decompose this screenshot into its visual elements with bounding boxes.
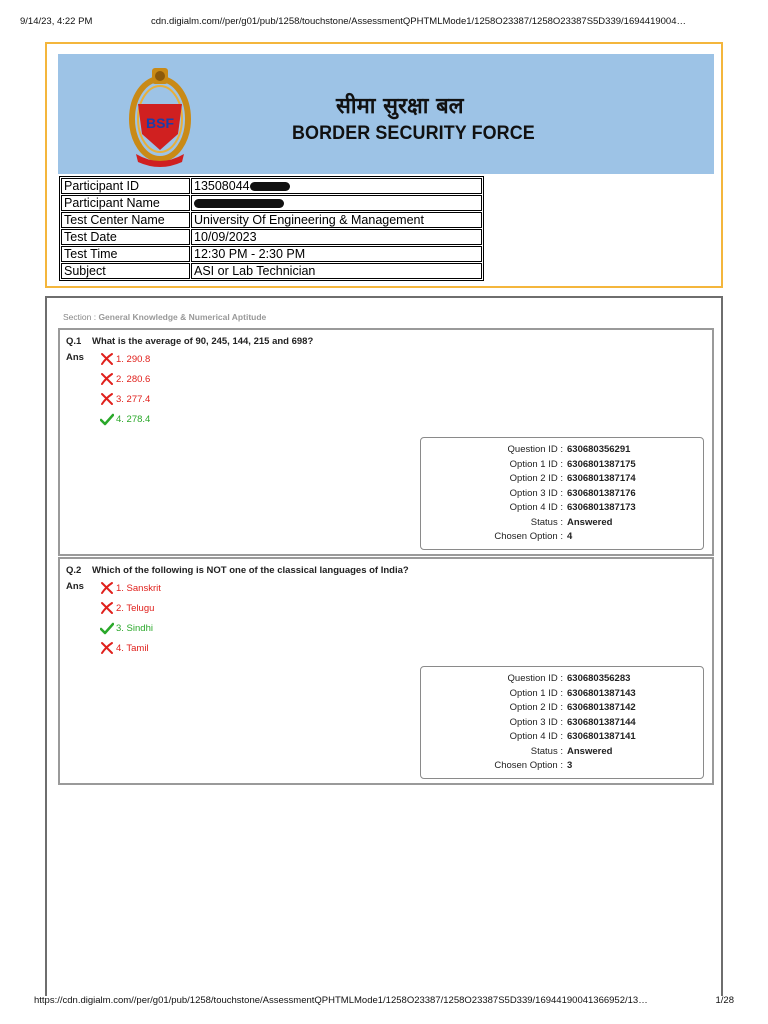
option-text: 4. 278.4 (116, 413, 151, 425)
question-card (58, 557, 714, 785)
header-frame (45, 42, 723, 288)
participant-info-table (59, 176, 484, 281)
section-label: Section : General Knowledge & Numerical Aptitude (63, 312, 267, 322)
info-label: Test Time (61, 246, 190, 262)
ans-label: Ans (66, 581, 84, 592)
bsf-logo (128, 64, 192, 168)
meta-row: Question ID : 630680356283 (507, 673, 631, 684)
meta-row: Option 3 ID : 6306801387176 (509, 487, 636, 499)
meta-row: Chosen Option : 4 (494, 531, 573, 542)
section-name: General Knowledge & Numerical Aptitude (98, 312, 267, 322)
option-item (100, 621, 153, 635)
info-label: Participant Name (61, 195, 190, 211)
meta-row: Option 1 ID : 6306801387175 (509, 458, 636, 470)
option-text: 2. 280.6 (116, 373, 151, 385)
check-icon (100, 621, 114, 635)
cross-icon (100, 641, 114, 655)
info-row (61, 195, 482, 211)
print-timestamp: 9/14/23, 4:22 PM (20, 16, 93, 27)
option-text: 2. Telugu (116, 602, 155, 614)
question-number: Q.2 (66, 565, 82, 576)
question-number: Q.1 (66, 336, 82, 347)
option-item (100, 412, 150, 426)
bsf-banner (58, 54, 714, 174)
info-value: University Of Engineering & Management (191, 212, 482, 228)
ans-label: Ans (66, 352, 84, 363)
info-row (61, 178, 482, 194)
redaction-mark (194, 199, 284, 208)
participant-id-value: 13508044 (194, 179, 250, 193)
question-meta-box (420, 666, 704, 779)
option-item (100, 601, 154, 615)
info-row (61, 229, 482, 245)
title-english: BORDER SECURITY FORCE (292, 122, 535, 144)
option-item (100, 372, 150, 386)
redaction-mark (250, 182, 290, 191)
info-label: Test Date (61, 229, 190, 245)
meta-row: Option 3 ID : 6306801387144 (509, 716, 636, 728)
meta-row: Option 4 ID : 6306801387173 (509, 502, 636, 513)
question-text: Q.1 What is the average of 90, 245, 144, 215 and 698? (66, 336, 314, 347)
question-text: Q.2 Which of the following is NOT one of the classical languages of India? (66, 565, 409, 576)
option-text: 1. 290.8 (116, 353, 151, 365)
info-value: 10/09/2023 (191, 229, 482, 245)
meta-row: Option 4 ID : 6306801387141 (509, 731, 636, 742)
meta-row: Question ID : 630680356291 (507, 444, 631, 455)
print-url: cdn.digialm.com//per/g01/pub/1258/touchstone/AssessmentQPHTMLMode1/1258O23387/1258O23387S5D339/1694419004… (151, 16, 686, 27)
option-text: 1. Sanskrit (116, 582, 161, 594)
option-text: 3. 277.4 (116, 393, 151, 405)
print-footer-url: https://cdn.digialm.com//per/g01/pub/1258/touchstone/AssessmentQPHTMLMode1/1258O23387/1258O23387S5D339/16944190041366952/13… (34, 995, 648, 1006)
logo-lettering: BSF (146, 115, 174, 131)
cross-icon (100, 581, 114, 595)
option-item (100, 352, 150, 366)
meta-row: Option 2 ID : 6306801387174 (509, 473, 636, 484)
info-value: 12:30 PM - 2:30 PM (191, 246, 482, 262)
title-hindi: सीमा सुरक्षा बल (336, 94, 464, 119)
info-value (191, 178, 482, 194)
cross-icon (100, 352, 114, 366)
option-item (100, 392, 150, 406)
question-meta-box (420, 437, 704, 550)
info-value (191, 195, 482, 211)
option-text: 3. Sindhi (116, 622, 153, 634)
cross-icon (100, 392, 114, 406)
info-row (61, 246, 482, 262)
question-card (58, 328, 714, 556)
meta-row: Status : Answered (530, 745, 613, 757)
option-item (100, 641, 149, 655)
question-paper-frame (45, 296, 723, 996)
meta-row: Option 2 ID : 6306801387142 (509, 702, 636, 713)
option-text: 4. Tamil (116, 642, 149, 654)
option-item (100, 581, 161, 595)
meta-row: Status : Answered (530, 516, 613, 528)
meta-row: Option 1 ID : 6306801387143 (509, 687, 636, 699)
info-row (61, 263, 482, 279)
cross-icon (100, 601, 114, 615)
page-indicator: 1/28 (715, 995, 734, 1006)
cross-icon (100, 372, 114, 386)
info-row (61, 212, 482, 228)
meta-row: Chosen Option : 3 (494, 760, 573, 771)
info-value: ASI or Lab Technician (191, 263, 482, 279)
check-icon (100, 412, 114, 426)
info-label: Participant ID (61, 178, 190, 194)
info-label: Test Center Name (61, 212, 190, 228)
info-label: Subject (61, 263, 190, 279)
